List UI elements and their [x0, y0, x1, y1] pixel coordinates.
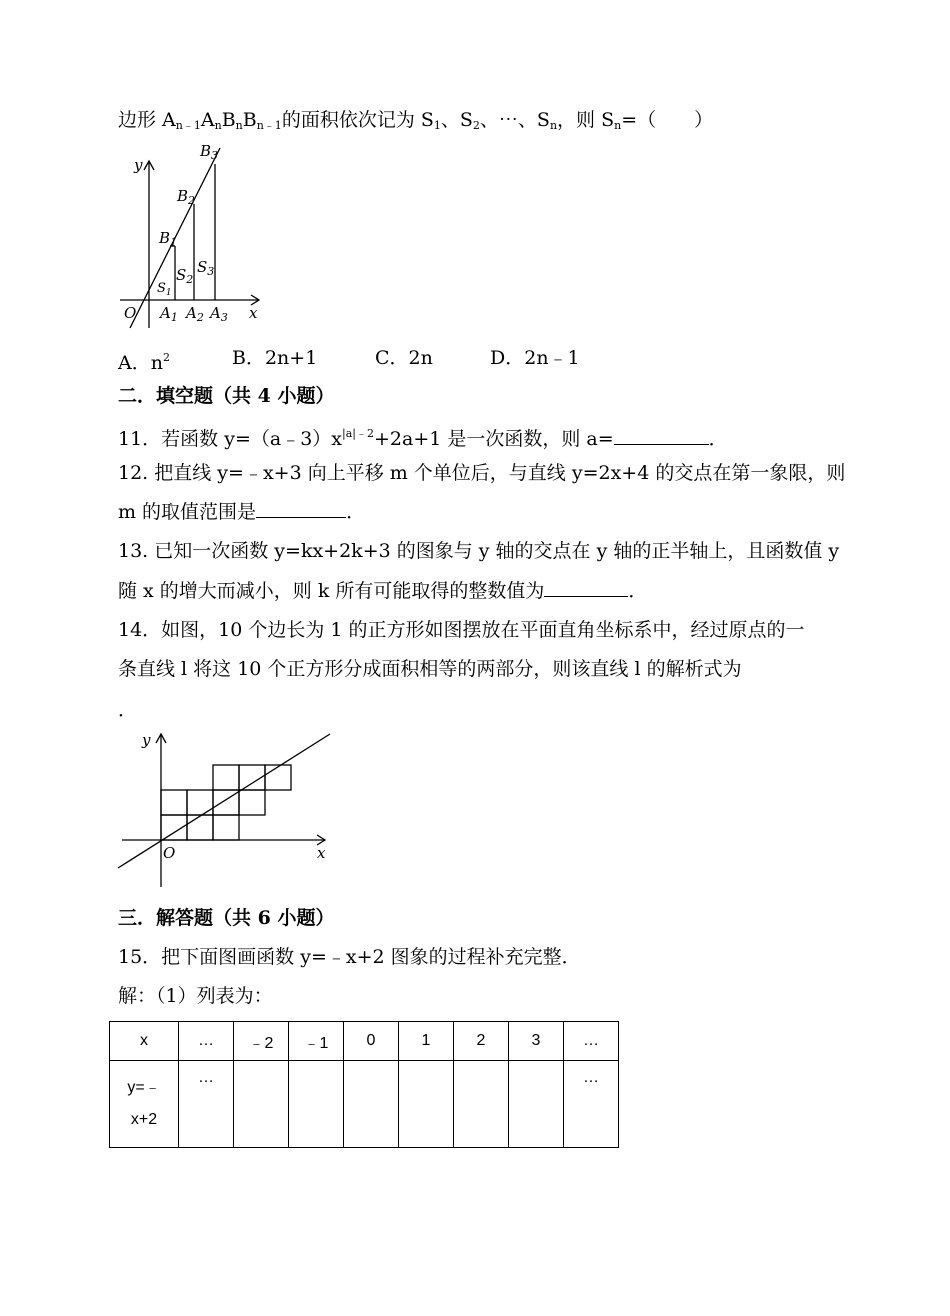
table-row	[110, 1061, 619, 1148]
label-b3: $B_3$	[200, 142, 219, 162]
option-b: B．2n+1	[232, 347, 318, 369]
square-r2-2	[187, 790, 213, 815]
line-l	[118, 734, 330, 868]
q14-figure	[112, 727, 337, 892]
label-a3: $A_3$	[210, 304, 228, 324]
square-r2-1	[161, 790, 187, 815]
square-r3-3	[265, 765, 291, 790]
table-cell: x	[110, 1022, 179, 1061]
label-a2: $A_2$	[186, 304, 204, 324]
square-r1-3	[213, 815, 239, 840]
fig2-x-label: x	[317, 844, 326, 862]
q13-line1: 13. 已知一次函数 y=kx+2k+3 的图象与 y 轴的交点在 y 轴的正半轴上，且函数值 y	[118, 540, 840, 562]
q11: 11．若函数 $y=(a﹣3)x^{|a|﹣2}+2a+1$ 是一次函数，则 a= ．	[118, 427, 728, 450]
q10-options	[118, 345, 580, 376]
q14-line3: ．	[118, 699, 138, 721]
q12-line1: 12. 把直线 y=﹣x+3 向上平移 m 个单位后，与直线 y=2x+4 的交点在第一象限，则	[118, 462, 846, 484]
label-s1: $S_1$	[157, 281, 172, 298]
q10-line: 边形 $A_{n﹣1}A_nB_nB_{n﹣1}$的面积依次记为 $S_1$、$S_2$、⋯、$S_n$，则 $S_n=$（ ）	[118, 109, 714, 132]
q15-solution: 解：（1）列表为：	[118, 985, 273, 1007]
table-cell: …	[564, 1061, 619, 1148]
q11-answer-blank[interactable]	[614, 426, 709, 445]
section-2-title: 二．填空题（共 4 小题）	[118, 385, 335, 407]
section-3-title: 三．解答题（共 6 小题）	[118, 907, 335, 929]
table-cell-empty[interactable]	[234, 1061, 289, 1148]
table-cell: 2	[454, 1022, 509, 1061]
q15-text: 15．把下面图画函数 y=﹣x+2 图象的过程补充完整．	[118, 946, 581, 968]
option-c: C．2n	[375, 347, 433, 369]
q14-line2: 条直线 l 将这 10 个正方形分成面积相等的两部分，则该直线 l 的解析式为	[118, 658, 742, 680]
table-row-header: y=﹣ x+2	[110, 1061, 179, 1148]
table-cell: ﹣1	[289, 1022, 344, 1061]
table-cell: …	[179, 1022, 234, 1061]
label-b1: $B_1$	[159, 229, 178, 249]
label-a1: $A_1$	[160, 304, 178, 324]
q13-line2: 随 x 的增大而减小，则 k 所有可能取得的整数值为 ．	[118, 580, 648, 602]
option-a: A．$n^2$	[118, 351, 170, 374]
label-b2: $B_2$	[177, 187, 196, 207]
square-r2-4	[239, 790, 265, 815]
label-s2: $S_2$	[176, 266, 194, 286]
q10-figure	[112, 140, 272, 330]
value-table	[109, 1021, 619, 1148]
fig1-origin: O	[124, 304, 137, 322]
table-cell-empty[interactable]	[509, 1061, 564, 1148]
fig2-y-label: y	[142, 731, 151, 749]
table-cell: 1	[399, 1022, 454, 1061]
fig1-y-label: y	[134, 156, 143, 174]
option-d: D．2n﹣1	[490, 347, 580, 369]
table-row	[110, 1022, 619, 1061]
q12-answer-blank[interactable]	[256, 499, 346, 518]
table-cell: …	[179, 1061, 234, 1148]
square-r1-2	[187, 815, 213, 840]
fig1-x-label: x	[249, 304, 258, 322]
table-cell: …	[564, 1022, 619, 1061]
table-cell-empty[interactable]	[289, 1061, 344, 1148]
square-r3-1	[213, 765, 239, 790]
table-cell-empty[interactable]	[399, 1061, 454, 1148]
label-s3: $S_3$	[197, 258, 215, 278]
table-cell: 0	[344, 1022, 399, 1061]
table-cell-empty[interactable]	[344, 1061, 399, 1148]
table-cell: 3	[509, 1022, 564, 1061]
fig2-origin: O	[163, 844, 176, 862]
table-cell-empty[interactable]	[454, 1061, 509, 1148]
q13-answer-blank[interactable]	[544, 578, 628, 597]
q14-line1: 14．如图，10 个边长为 1 的正方形如图摆放在平面直角坐标系中，经过原点的一	[118, 619, 805, 641]
table-cell: ﹣2	[234, 1022, 289, 1061]
q12-line2: m 的取值范围是 ．	[118, 501, 366, 523]
